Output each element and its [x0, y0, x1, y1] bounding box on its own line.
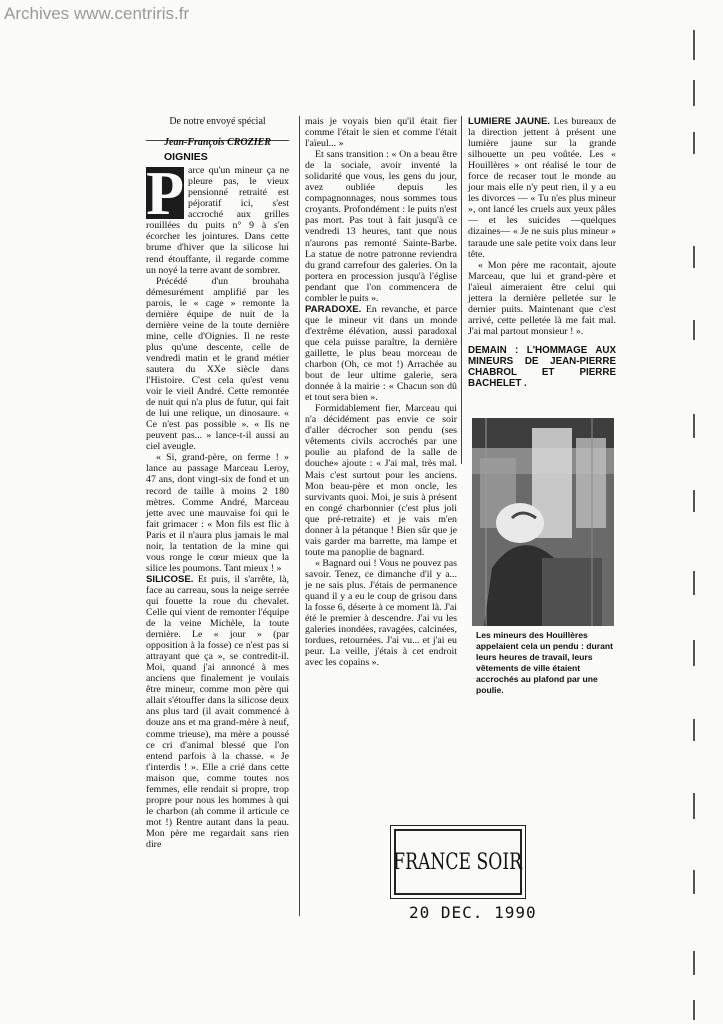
scan-mark: [693, 132, 695, 154]
paradoxe-text: En revanche, et parce que le mineur vit dans un monde d'extrême élévation, aussi paradoxal que cela puisse paraître, la dernière gaillette, le plus beau morceau de charbon (Oh, ce mot !) Arrachée au bout de leur ultime galerie, sera donnée à la mairie : « Chacun son dû et tout sera bien ».: [305, 303, 457, 404]
paragraph-paradoxe: [305, 304, 457, 403]
scan-mark: [693, 320, 695, 340]
scan-mark: [693, 640, 695, 666]
scan-mark: [693, 793, 695, 819]
dateline: OIGNIES: [164, 151, 208, 164]
scan-mark: [693, 719, 695, 741]
miners-photo: [472, 418, 614, 626]
newspaper-stamp: [394, 829, 522, 895]
scan-mark: [693, 870, 695, 894]
paragraph: Et sans transition : « On a beau être de la sociale, avoir inventé la solidarité que vous, les gens du jour, avez oubliée depuis les compagnonnages, nous sommes tous croyants. Profondément : le puits n'est pas mort. Pas tout à fait jusqu'à ce vendredi 13 heures, tant que nous n'aurons pas remonté Sainte-Barbe. La statue de notre patronne reviendra du grand carrefour des galeries. On la portera en procession jusqu'à l'église pendant que l'on commencera de combler le puits ».: [305, 149, 457, 304]
scan-mark: [693, 1000, 695, 1020]
scan-mark: [693, 80, 695, 106]
photo-caption: Les mineurs des Houillères appelaient cela un pendu : durant leurs heures de travail, leurs vêtements de ville étaient accrochés au plafond par une poulie.: [476, 630, 614, 695]
paragraph: « Mon père me racontait, ajoute Marceau, que lui et grand-père et l'aïeul aimeraient être celui qui jettera la dernière pelletée sur le dernier puits. Maintenant que c'est arrivé, cette pelletée là me fait mal. J'ai mal partout monsieur ! ».: [468, 259, 616, 337]
scan-mark: [693, 246, 695, 268]
paragraph: Formidablement fier, Marceau qui n'a décidément pas envie ce soir d'aller décrocher son pendu (ses vêtements civils accrochés par une poulie au plafond de la salle de douche» ajoute : « J'ai mal, très mal. Mais c'est surtout pour les anciens. Mon beau-père et mon oncle, les survivants quoi. Moi, je suis à présent en congé charbonnier (c'est plus joli que pré-retraite) et je vais m'en donner à la pétanque ! Bien sûr que je vais garder ma barrette, ma lampe et toute ma panoplie de bagnard.: [305, 403, 457, 558]
article-column-1: [146, 116, 289, 850]
scan-mark: [693, 951, 695, 975]
paragraph: « Si, grand-père, on ferme ! » lance au passage Marceau Leroy, 47 ans, dont vingt-six de fond et un record de taille à moins 2 180 mètres. Comme André, Marceau jette avec une mauvaise foi qui le fait grimacer : « Mon fils est flic à Paris et il n'aura plus jamais le mal noir, la tentation de la mine qui vous ronge le cœur mieux que la silice les poumons. Tant mieux ! »: [146, 452, 289, 574]
scan-mark: [693, 490, 695, 512]
scan-mark: [693, 571, 695, 595]
paragraph: arce qu'un mineur ça ne pleure pas, le vieux pensionné retraité est péjoratif ici, s'est accroché aux grilles rouillées du puits n° 9 à s'en écorcher les jointures. Dans cette brume d'hiver que la silicose lui rend étouffante, il regarde comme un noyé la terre avant de sombrer.: [146, 165, 289, 276]
paragraph: mais je voyais bien qu'il était fier comme l'était le sien et comme l'était l'aïeul... »: [305, 116, 457, 150]
column-rule-right: [461, 116, 462, 464]
subhead-paradoxe: PARADOXE.: [305, 303, 362, 315]
article-column-3: [468, 116, 616, 394]
paragraph: « Bagnard oui ! Vous ne pouvez pas savoir. Tenez, ce dimanche d'il y a... je ne sais plus. J'étais de permanence quand il y a eu le coup de grisou dans la fosse 6, déserte à ce moment là. J'ai été le premier à descendre. J'ai vu les galeries inondées, ravagées, calcinées, tordues, retournées. J'ai vu... et j'ai eu peur. La veille, j'étais à cet endroit avec les copains ».: [305, 557, 457, 669]
paragraph: Précédé d'un brouhaha démesurément amplifié par les parois, le « cage » remonte la dernière équipe de nuit de la dernière veine de la toute dernière mine, celle d'Oignies. Il ne reste plus qu'une descente, celle de vendredi matin et le grand métier sautera du XXe siècle dans l'Histoire. C'est cela qu'est venu voir le vieil André. Cette remontée de nuit qui n'a plus de futur, qui fait de lui une relique, un dinosaure. « Ce n'est pas possible ». « Ils ne peuvent pas... » lance-t-il aussi au ciel aveugle.: [146, 275, 289, 453]
drop-cap: P: [146, 160, 184, 229]
newspaper-name: FRANCE SOIR: [393, 849, 523, 875]
silicose-text: Et puis, il s'arrête, là, face au carreau, sous la neige serrée qui fouette la roue du chevalet. Celle qui vient de remonter l'équipe de la veine Michèle, la toute dernière. Le « jour » (par opposition à la fosse) ce n'est pas si attrayant que ça », se contredit-il. Moi, quand j'ai annoncé à mes anciens que finalement je voulais être mineur, comme mon père qui allait s'étouffer dans la silicose deux ans plus tard (il avait commencé à douze ans et ma grand-mère à neuf, comme trieuse), ma mère a poussé ce cri d'animal blessé que l'on entend parfois à la chasse. « Je t'interdis ! ». Elle a crié dans cette maison que, comme toutes nos femmes, elle rendait si propre, trop propre pour nous les hommes à qui le charbon (ah comme il articule ce mot !) Rentre autant dans la peau. Mon père me regardait sans rien dire: [146, 573, 289, 850]
date-stamp: 20 DEC. 1990: [409, 903, 537, 922]
photo-illustration: [472, 418, 614, 626]
lumiere-text: Les bureaux de la direction jettent à présent une lumière jaune sur la grande silhouette un peu voûtée. Les « Houillères » ont réalisé le tour de force de recaser tout le monde au jour mais elle n'y peut rien, il y a eu les divorces — « Tu n'es plus mineur », ont lancé les cruels aux yeux pâles— et les suicides —quelques dizaines— « Je ne suis plus mineur » taraude une sale petite voix dans leur tête.: [468, 116, 616, 260]
article-column-2: [305, 116, 457, 668]
paragraph-silicose: [146, 574, 289, 850]
scan-mark: [693, 414, 695, 438]
scan-mark: [693, 30, 695, 60]
watermark: Archives www.centriris.fr: [4, 4, 190, 23]
subhead-silicose: SILICOSE.: [146, 573, 194, 585]
paragraph-lumiere: [468, 116, 616, 260]
author-byline: Jean-François CROZIER: [164, 137, 271, 149]
subhead-lumiere: LUMIERE JAUNE.: [468, 116, 551, 127]
subhead-demain: DEMAIN : L'HOMMAGE AUX MINEURS DE JEAN-PIERRE CHABROL ET PIERRE BACHELET .: [468, 344, 616, 389]
envoy-line: De notre envoyé spécial: [169, 116, 266, 127]
column-rule-left: [299, 116, 300, 916]
